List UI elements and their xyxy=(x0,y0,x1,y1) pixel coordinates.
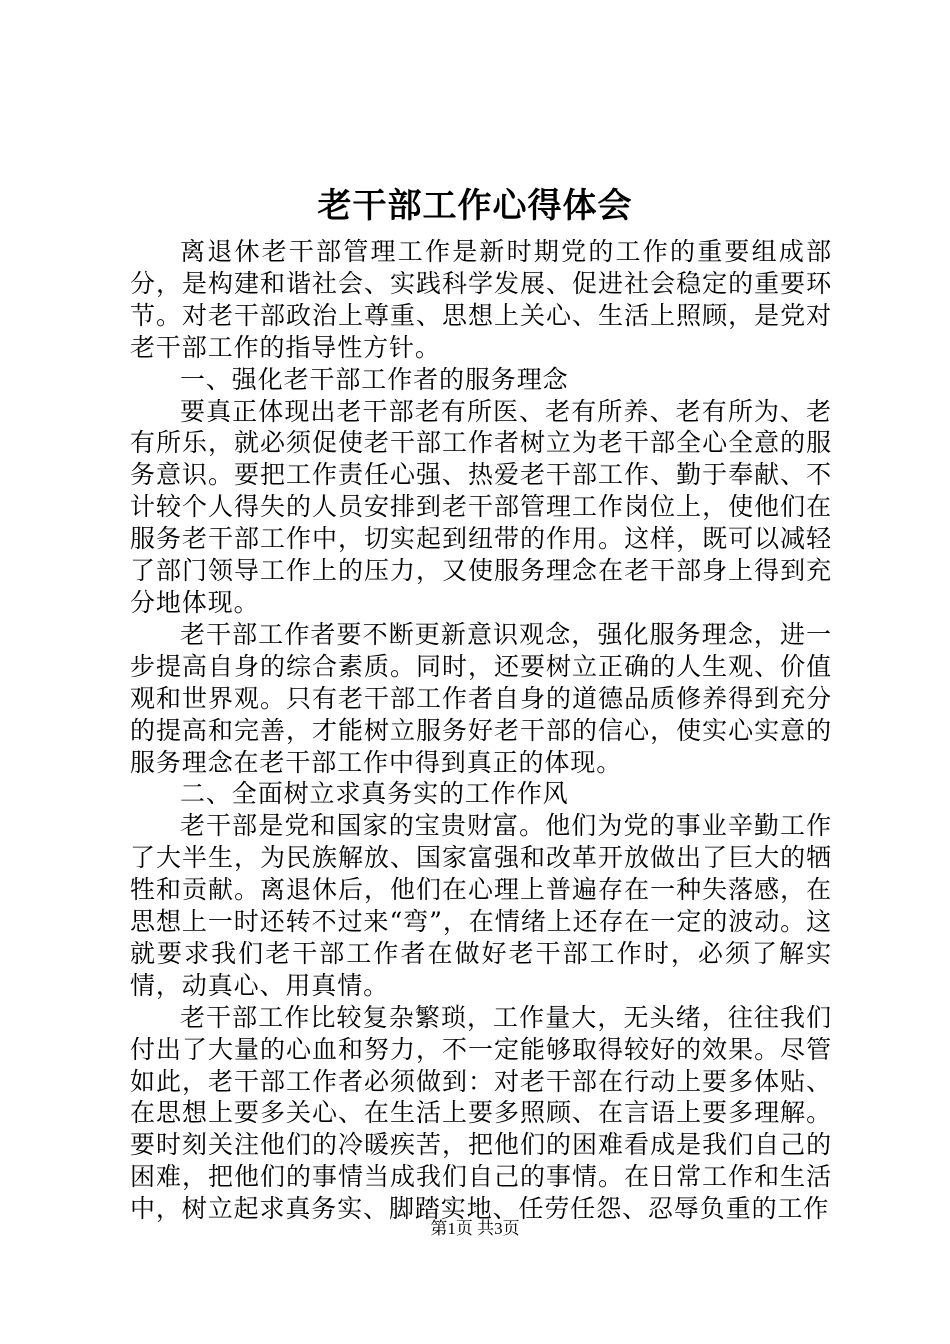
page-footer: 第1页 共3页 xyxy=(430,1219,520,1238)
section-heading-1: 一、强化老干部工作者的服务理念 xyxy=(180,364,569,394)
document-title: 老干部工作心得体会 xyxy=(317,186,633,226)
paragraph-intro: 离退休老干部管理工作是新时期党的工作的重要组成部分，是构建和谐社会、实践科学发展、促进社会稳定的重要环节。对老干部政治上尊重、思想上关心、生活上照顾，是党对老干部工作的指导性方针。 xyxy=(130,237,832,362)
section-heading-2: 二、全面树立求真务实的工作作风 xyxy=(180,779,569,809)
paragraph-2: 老干部工作者要不断更新意识观念，强化服务理念，进一步提高自身的综合素质。同时，还要树立正确的人生观、价值观和世界观。只有老干部工作者自身的道德品质修养得到充分的提高和完善，才能树立服务好老干部的信心，使实心实意的服务理念在老干部工作中得到真正的体现。 xyxy=(130,619,832,777)
paragraph-4: 老干部工作比较复杂繁琐，工作量大，无头绪，往往我们付出了大量的心血和努力，不一定能够取得较好的效果。尽管如此，老干部工作者必须做到：对老干部在行动上要多体贴、在思想上要多关心、在生活上要多照顾、在言语上要多理解。要时刻关注他们的冷暖疾苦，把他们的困难看成是我们自己的困难，把他们的事情当成我们自己的事情。在日常工作和生活中，树立起求真务实、脚踏实地、任劳任怨、忍辱负重的工作 xyxy=(130,1002,832,1224)
document-body xyxy=(130,236,832,1225)
paragraph-3: 老干部是党和国家的宝贵财富。他们为党的事业辛勤工作了大半生，为民族解放、国家富强和改革开放做出了巨大的牺牲和贡献。离退休后，他们在心理上普遍存在一种失落感，在思想上一时还转不过来“弯”，在情绪上还存在一定的波动。这就要求我们老干部工作者在做好老干部工作时，必须了解实情，动真心、用真情。 xyxy=(130,811,832,1000)
paragraph-1: 要真正体现出老干部老有所医、老有所养、老有所为、老有所乐，就必须促使老干部工作者树立为老干部全心全意的服务意识。要把工作责任心强、热爱老干部工作、勤于奉献、不计较个人得失的人员安排到老干部管理工作岗位上，使他们在服务老干部工作中，切实起到纽带的作用。这样，既可以减轻了部门领导工作上的压力，又使服务理念在老干部身上得到充分地体现。 xyxy=(130,396,832,617)
